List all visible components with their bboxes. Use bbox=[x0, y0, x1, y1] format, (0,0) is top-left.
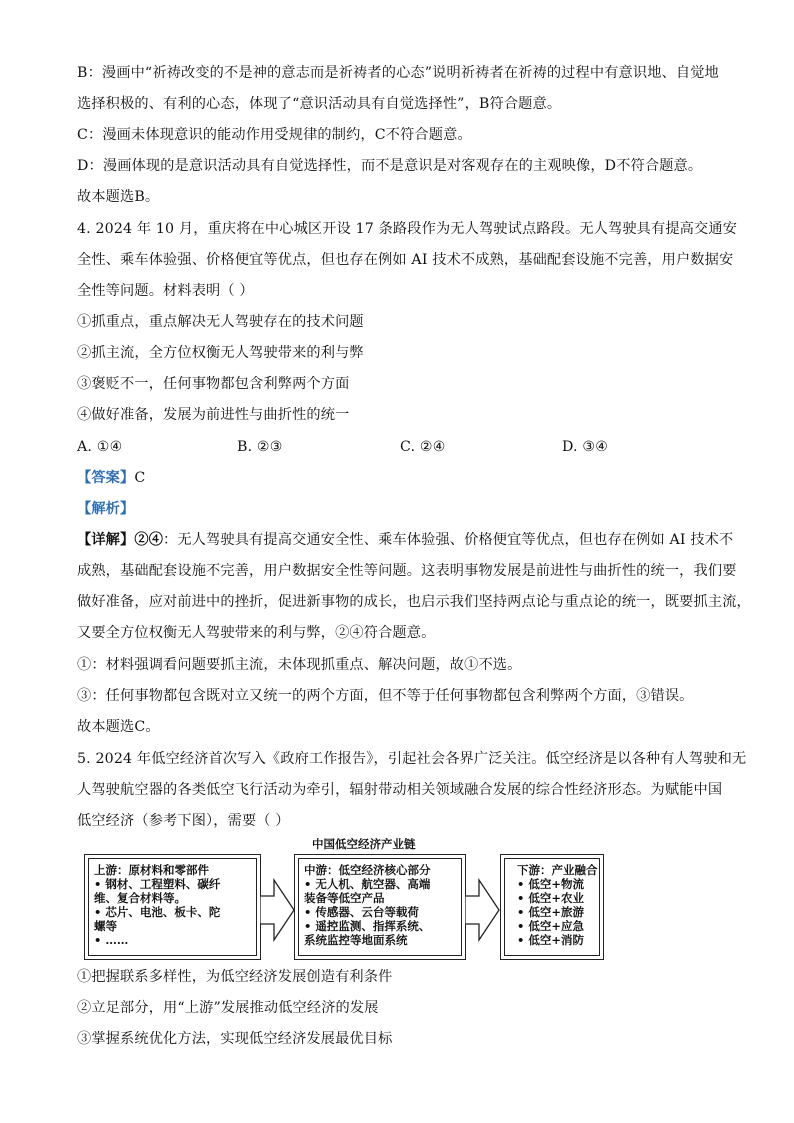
upstream-item: • 钢材、工程塑料、碳纤 bbox=[94, 877, 221, 891]
midstream-box bbox=[294, 854, 466, 960]
question-stem: 人驾驶航空器的各类低空飞行活动为牵引，辐射带动相关领域融合发展的综合性经济形态。为赋能中国 bbox=[77, 782, 723, 798]
question-stem: 全性等问题。材料表明（ ） bbox=[77, 283, 254, 299]
downstream-item: • 低空+旅游 bbox=[517, 905, 584, 919]
midstream-item: 装备等低空产品 bbox=[304, 891, 385, 905]
industry-chain-diagram bbox=[84, 836, 604, 964]
text-line: ①：材料强调看问题要抓主流，未体现抓重点、解决问题，故①不选。 bbox=[77, 657, 522, 673]
question-stem: 全性、乘车体验强、价格便宜等优点，但也存在例如 AI 技术不成熟，基础配套设施不完善，用户数据安 bbox=[77, 252, 734, 268]
downstream-box bbox=[500, 854, 604, 960]
statement-1: ①抓重点，重点解决无人驾驶存在的技术问题 bbox=[77, 314, 364, 330]
text-line: ③：任何事物都包含既对立又统一的两个方面，但不等于任何事物都包含利弊两个方面，③错误。 bbox=[77, 688, 694, 704]
question-stem: 低空经济（参考下图），需要（ ） bbox=[77, 813, 290, 829]
downstream-item: • 低空+农业 bbox=[517, 891, 584, 905]
detail-tag: 【详解】 bbox=[77, 532, 135, 548]
text-line: B：漫画中“祈祷改变的不是神的意志而是祈祷者的心态”说明祈祷者在祈祷的过程中有意识地、自觉地 bbox=[77, 65, 719, 81]
statement-2: ②立足部分，用“上游”发展推动低空经济的发展 bbox=[77, 1000, 379, 1016]
answer-line bbox=[77, 468, 145, 488]
midstream-item: 系统监控等地面系统 bbox=[304, 933, 408, 947]
text-line: C：漫画未体现意识的能动作用受规律的制约，C不符合题意。 bbox=[77, 127, 472, 143]
diagram-title: 中国低空经济产业链 bbox=[312, 837, 416, 851]
downstream-content bbox=[504, 858, 600, 956]
text-line: 故本题选B。 bbox=[77, 189, 160, 205]
arrow-right-icon bbox=[260, 878, 296, 942]
text-line: D：漫画体现的是意识活动具有自觉选择性，而不是意识是对客观存在的主观映像，D不符合题意。 bbox=[77, 158, 703, 174]
midstream-title: 中游：低空经济核心部分 bbox=[304, 863, 431, 877]
upstream-item: • …… bbox=[94, 933, 129, 947]
upstream-content bbox=[88, 858, 257, 956]
detail-text: ：无人驾驶具有提高交通安全性、乘车体验强、价格便宜等优点，但也存在例如 AI 技术不 bbox=[163, 532, 734, 548]
answer-value: C bbox=[134, 470, 146, 486]
statement-2: ②抓主流，全方位权衡无人驾驶带来的利与弊 bbox=[77, 345, 364, 361]
text-line: 成熟，基础配套设施不完善，用户数据安全性等问题。这表明事物发展是前进性与曲折性的统一，我们要 bbox=[77, 563, 737, 579]
downstream-item: • 低空+消防 bbox=[517, 933, 584, 947]
statement-3: ③掌握系统优化方法，实现低空经济发展最优目标 bbox=[77, 1031, 393, 1047]
detail-line bbox=[77, 530, 733, 550]
answer-tag: 【答案】 bbox=[77, 470, 135, 486]
option-a: A. ①④ bbox=[77, 439, 123, 455]
option-c: C. ②④ bbox=[400, 439, 446, 455]
upstream-item: • 芯片、电池、板卡、陀 bbox=[94, 905, 221, 919]
text-line: 又要全方位权衡无人驾驶带来的利与弊，②④符合题意。 bbox=[77, 625, 436, 641]
upstream-item: 螺等 bbox=[94, 919, 117, 933]
analysis-tag: 【解析】 bbox=[77, 501, 135, 517]
analysis-heading bbox=[77, 499, 134, 519]
statement-1: ①把握联系多样性，为低空经济发展创造有利条件 bbox=[77, 969, 393, 985]
statement-4: ④做好准备，发展为前进性与曲折性的统一 bbox=[77, 407, 350, 423]
question-stem: 4. 2024 年 10 月，重庆将在中心城区开设 17 条路段作为无人驾驶试点路段。无人驾驶具有提高交通安 bbox=[77, 221, 738, 237]
downstream-item: • 低空+物流 bbox=[517, 877, 584, 891]
upstream-item: 维、复合材料等。 bbox=[94, 891, 186, 905]
arrow-right-icon bbox=[465, 878, 501, 942]
text-line: 故本题选C。 bbox=[77, 719, 160, 735]
detail-nums: ②④ bbox=[134, 532, 164, 548]
upstream-box bbox=[84, 854, 261, 960]
text-line: 选择积极的、有利的心态，体现了“意识活动具有自觉选择性”，B符合题意。 bbox=[77, 96, 562, 112]
upstream-title: 上游：原材料和零部件 bbox=[94, 863, 209, 877]
midstream-item: • 遥控监测、指挥系统、 bbox=[304, 919, 431, 933]
question-stem: 5. 2024 年低空经济首次写入《政府工作报告》，引起社会各界广泛关注。低空经济是以各种有人驾驶和无 bbox=[77, 751, 747, 767]
option-b: B. ②③ bbox=[237, 439, 283, 455]
downstream-title: 下游：产业融合 bbox=[517, 863, 598, 877]
downstream-item: • 低空+应急 bbox=[517, 919, 584, 933]
midstream-item: • 无人机、航空器、高端 bbox=[304, 877, 431, 891]
statement-3: ③褒贬不一，任何事物都包含利弊两个方面 bbox=[77, 376, 350, 392]
text-line: 做好准备，应对前进中的挫折，促进新事物的成长，也启示我们坚持两点论与重点论的统一，既要抓主流， bbox=[77, 594, 751, 610]
midstream-item: • 传感器、云台等载荷 bbox=[304, 905, 419, 919]
option-d: D. ③④ bbox=[562, 439, 609, 455]
midstream-content bbox=[298, 858, 462, 956]
